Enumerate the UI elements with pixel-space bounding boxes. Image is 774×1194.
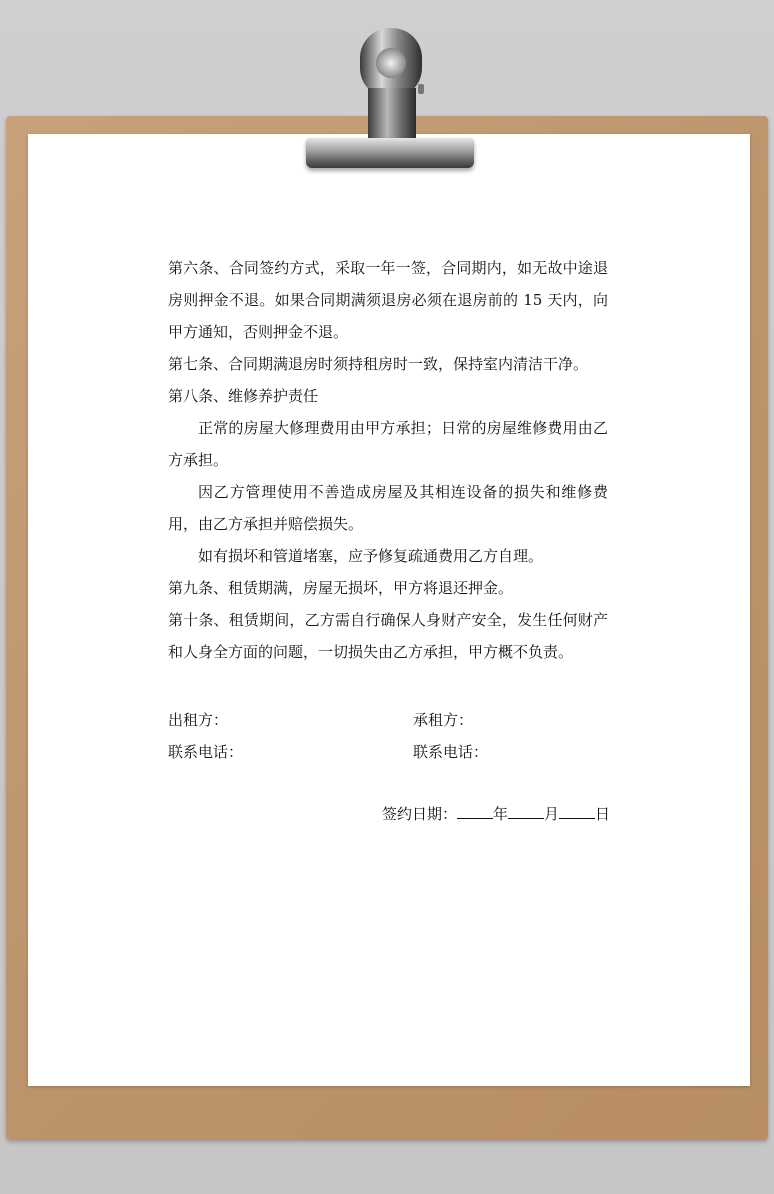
date-label: 签约日期： bbox=[382, 805, 458, 823]
lessor-signature-block bbox=[168, 704, 243, 768]
signing-date bbox=[382, 802, 610, 826]
lessee-label: 承租方： bbox=[413, 711, 474, 729]
clause-8-item: 正常的房屋大修理费用由甲方承担；日常的房屋维修费用由乙方承担。 bbox=[168, 419, 608, 469]
clip-pin bbox=[418, 84, 424, 94]
clause-6: 第六条、合同签约方式，采取一年一签，合同期内，如无故中途退房则押金不退。如果合同期满须退房必须在退房前的 15 天内，向甲方通知，否则押金不退。 bbox=[168, 259, 608, 341]
clause-9: 第九条、租赁期满，房屋无损坏，甲方将退还押金。 bbox=[168, 579, 514, 597]
binder-clip bbox=[306, 138, 474, 168]
day-blank bbox=[559, 803, 595, 819]
clause-10: 第十条、租赁期间，乙方需自行确保人身财产安全，发生任何财产和人身全方面的问题，一切损失由乙方承担，甲方概不负责。 bbox=[168, 611, 608, 661]
lessor-phone-label: 联系电话： bbox=[168, 743, 244, 761]
day-label: 日 bbox=[595, 805, 611, 823]
year-blank bbox=[457, 803, 493, 819]
clip-neck bbox=[368, 88, 416, 140]
clip-ring-hole bbox=[376, 48, 406, 78]
clause-8-heading: 第八条、维修养护责任 bbox=[168, 387, 319, 405]
contract-body bbox=[168, 252, 608, 668]
year-label: 年 bbox=[493, 805, 509, 823]
clause-8-item: 因乙方管理使用不善造成房屋及其相连设备的损失和维修费用，由乙方承担并赔偿损失。 bbox=[168, 483, 608, 533]
lessee-phone-label: 联系电话： bbox=[413, 743, 489, 761]
lessee-signature-block bbox=[413, 704, 488, 768]
lessor-label: 出租方： bbox=[168, 711, 229, 729]
month-label: 月 bbox=[544, 805, 560, 823]
month-blank bbox=[508, 803, 544, 819]
clause-8-item: 如有损坏和管道堵塞，应予修复疏通费用乙方自理。 bbox=[198, 547, 544, 565]
clause-7: 第七条、合同期满退房时须持租房时一致，保持室内清洁干净。 bbox=[168, 355, 589, 373]
